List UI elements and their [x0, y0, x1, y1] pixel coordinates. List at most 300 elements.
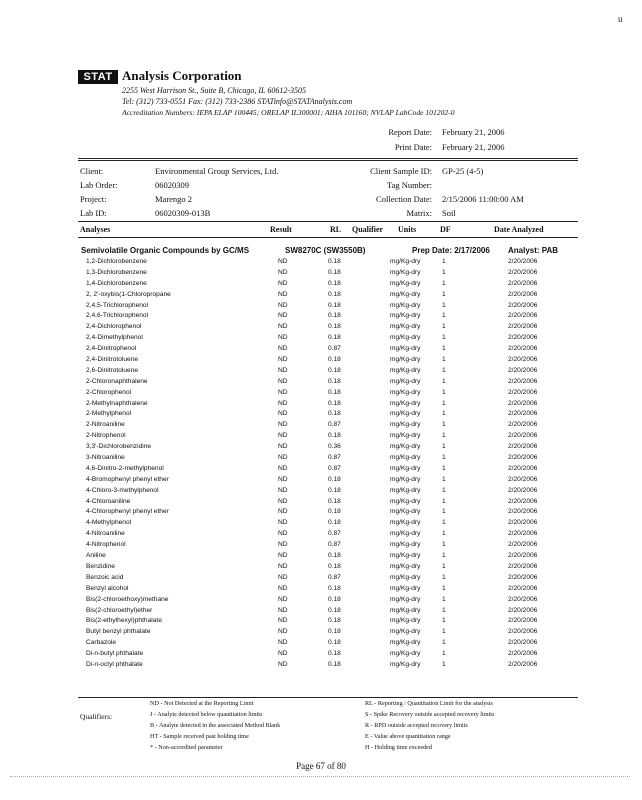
df-value: 1 — [442, 541, 446, 549]
result-value: ND — [278, 530, 288, 538]
units-value: mg/Kg-dry — [390, 617, 421, 625]
rl-value: 0.18 — [328, 268, 341, 276]
date-analyzed-value: 2/20/2006 — [508, 639, 538, 647]
result-value: ND — [278, 617, 288, 625]
units-value: mg/Kg-dry — [390, 464, 421, 472]
rl-value: 0.18 — [328, 617, 341, 625]
qualifier-right-4: H - Holding time exceeded — [365, 744, 433, 751]
col-header-analyses: Analyses — [80, 225, 111, 234]
units-value: mg/Kg-dry — [390, 443, 421, 451]
df-value: 1 — [442, 290, 446, 298]
lab-id-value: 06020309-013B — [155, 208, 211, 218]
date-analyzed-value: 2/20/2006 — [508, 606, 538, 614]
table-row — [0, 280, 642, 291]
table-row — [0, 465, 642, 476]
table-row — [0, 639, 642, 650]
date-analyzed-value: 2/20/2006 — [508, 366, 538, 374]
result-value: ND — [278, 475, 288, 483]
units-value: mg/Kg-dry — [390, 508, 421, 516]
df-value: 1 — [442, 366, 446, 374]
section-analyst: Analyst: PAB — [508, 246, 559, 255]
accreditation-line: Accreditation Numbers: IEPA ELAP 100445; ORELAP IL300001; AIHA 101160; NVLAP LabCode 101202-0 — [122, 108, 455, 117]
analyte-name: 2,4-Dichlorophenol — [86, 323, 142, 331]
result-value: ND — [278, 584, 288, 592]
rl-value: 0.18 — [328, 508, 341, 516]
analyte-name: 3-Nitroaniline — [86, 454, 125, 462]
print-date-label: Print Date: — [394, 142, 432, 152]
date-analyzed-value: 2/20/2006 — [508, 323, 538, 331]
df-value: 1 — [442, 628, 446, 636]
result-value: ND — [278, 366, 288, 374]
table-row — [0, 585, 642, 596]
result-value: ND — [278, 660, 288, 668]
tag-number-label: Tag Number: — [387, 180, 432, 190]
header-divider — [78, 158, 578, 161]
df-value: 1 — [442, 497, 446, 505]
rl-value: 0.18 — [328, 519, 341, 527]
analyte-name: 1,3-Dichlorobenzene — [86, 268, 147, 276]
rl-value: 0.18 — [328, 388, 341, 396]
rl-value: 0.18 — [328, 497, 341, 505]
lab-id-label: Lab ID: — [80, 208, 107, 218]
date-analyzed-value: 2/20/2006 — [508, 660, 538, 668]
rl-value: 0.18 — [328, 475, 341, 483]
date-analyzed-value: 2/20/2006 — [508, 388, 538, 396]
df-value: 1 — [442, 388, 446, 396]
result-value: ND — [278, 432, 288, 440]
df-value: 1 — [442, 519, 446, 527]
table-row — [0, 367, 642, 378]
rl-value: 0.18 — [328, 399, 341, 407]
date-analyzed-value: 2/20/2006 — [508, 573, 538, 581]
analyte-name: Bis(2-chloroethyl)ether — [86, 606, 153, 614]
qualifier-left-0: ND - Not Detected at the Reporting Limit — [150, 700, 254, 707]
result-value: ND — [278, 454, 288, 462]
units-value: mg/Kg-dry — [390, 552, 421, 560]
analyte-name: 2,4-Dimethylphenol — [86, 334, 143, 342]
df-value: 1 — [442, 323, 446, 331]
result-value: ND — [278, 573, 288, 581]
analyte-name: Bis(2-chloroethoxy)methane — [86, 595, 169, 603]
result-value: ND — [278, 562, 288, 570]
project-value: Marengo 2 — [155, 194, 193, 204]
results-table — [0, 258, 642, 672]
units-value: mg/Kg-dry — [390, 377, 421, 385]
analyte-name: 1,4-Dichlorobenzene — [86, 279, 147, 287]
table-row — [0, 596, 642, 607]
analyte-name: Carbazole — [86, 639, 117, 647]
df-value: 1 — [442, 464, 446, 472]
section-prep-date: Prep Date: 2/17/2006 — [412, 246, 490, 255]
qualifier-left-1: J - Analyte detected below quantitation limits — [150, 711, 263, 718]
col-header-units: Units — [398, 225, 417, 234]
table-row — [0, 410, 642, 421]
df-value: 1 — [442, 660, 446, 668]
table-row — [0, 650, 642, 661]
result-value: ND — [278, 519, 288, 527]
rl-value: 0.87 — [328, 454, 341, 462]
result-value: ND — [278, 377, 288, 385]
col-header-date-analyzed: Date Analyzed — [494, 225, 544, 234]
table-row — [0, 454, 642, 465]
table-row — [0, 389, 642, 400]
df-value: 1 — [442, 268, 446, 276]
date-analyzed-value: 2/20/2006 — [508, 279, 538, 287]
info-divider — [78, 221, 578, 222]
analyte-name: Benzyl alcohol — [86, 584, 129, 592]
rl-value: 0.18 — [328, 334, 341, 342]
analyte-name: Di-n-butyl phthalate — [86, 650, 144, 658]
units-value: mg/Kg-dry — [390, 410, 421, 418]
section-title: Semivolatile Organic Compounds by GC/MS — [81, 246, 250, 255]
qualifier-right-1: S - Spike Recovery outside accepted recovery limits — [365, 711, 495, 718]
units-value: mg/Kg-dry — [390, 279, 421, 287]
rl-value: 0.18 — [328, 356, 341, 364]
corner-mark: u — [618, 14, 623, 24]
rl-value: 0.87 — [328, 421, 341, 429]
result-value: ND — [278, 312, 288, 320]
result-value: ND — [278, 595, 288, 603]
table-row — [0, 378, 642, 389]
qualifiers-label: Qualifiers: — [80, 712, 113, 721]
units-value: mg/Kg-dry — [390, 541, 421, 549]
table-row — [0, 628, 642, 639]
date-analyzed-value: 2/20/2006 — [508, 530, 538, 538]
result-value: ND — [278, 421, 288, 429]
rl-value: 0.18 — [328, 486, 341, 494]
date-analyzed-value: 2/20/2006 — [508, 464, 538, 472]
units-value: mg/Kg-dry — [390, 650, 421, 658]
date-analyzed-value: 2/20/2006 — [508, 258, 538, 265]
collection-date-label: Collection Date: — [376, 194, 432, 204]
result-value: ND — [278, 628, 288, 636]
df-value: 1 — [442, 345, 446, 353]
result-value: ND — [278, 323, 288, 331]
table-row — [0, 356, 642, 367]
rl-value: 0.87 — [328, 530, 341, 538]
report-date: February 21, 2006 — [442, 127, 505, 137]
col-header-result: Result — [270, 225, 292, 234]
df-value: 1 — [442, 617, 446, 625]
table-row — [0, 312, 642, 323]
date-analyzed-value: 2/20/2006 — [508, 334, 538, 342]
result-value: ND — [278, 345, 288, 353]
df-value: 1 — [442, 279, 446, 287]
table-row — [0, 574, 642, 585]
col-header-rl: RL — [330, 225, 342, 234]
date-analyzed-value: 2/20/2006 — [508, 443, 538, 451]
date-analyzed-value: 2/20/2006 — [508, 345, 538, 353]
table-row — [0, 269, 642, 280]
analyte-name: 2-Nitrophenol — [86, 432, 126, 440]
units-value: mg/Kg-dry — [390, 519, 421, 527]
df-value: 1 — [442, 454, 446, 462]
rl-value: 0.18 — [328, 595, 341, 603]
result-value: ND — [278, 279, 288, 287]
table-row — [0, 302, 642, 313]
rl-value: 0.87 — [328, 345, 341, 353]
rl-value: 0.18 — [328, 584, 341, 592]
date-analyzed-value: 2/20/2006 — [508, 421, 538, 429]
units-value: mg/Kg-dry — [390, 268, 421, 276]
df-value: 1 — [442, 432, 446, 440]
analyte-name: 2, 2'-oxybis(1-Chloropropane — [86, 290, 171, 298]
table-row — [0, 400, 642, 411]
result-value: ND — [278, 497, 288, 505]
rl-value: 0.18 — [328, 366, 341, 374]
analyte-name: Di-n-octyl phthalate — [86, 660, 143, 668]
result-value: ND — [278, 334, 288, 342]
rl-value: 0.18 — [328, 410, 341, 418]
table-row — [0, 432, 642, 443]
date-analyzed-value: 2/20/2006 — [508, 519, 538, 527]
rl-value: 0.18 — [328, 660, 341, 668]
units-value: mg/Kg-dry — [390, 584, 421, 592]
scan-edge-dots — [10, 776, 630, 777]
company-contact: Tel: (312) 733-0551 Fax: (312) 733-2386 STATinfo@STATAnalysis.com — [122, 97, 353, 106]
units-value: mg/Kg-dry — [390, 388, 421, 396]
rl-value: 0.87 — [328, 464, 341, 472]
analyte-name: 4-Nitrophenol — [86, 541, 126, 549]
table-row — [0, 334, 642, 345]
page-number: Page 67 of 80 — [296, 761, 346, 771]
report-date-label: Report Date: — [388, 127, 432, 137]
date-analyzed-value: 2/20/2006 — [508, 399, 538, 407]
units-value: mg/Kg-dry — [390, 301, 421, 309]
units-value: mg/Kg-dry — [390, 399, 421, 407]
date-analyzed-value: 2/20/2006 — [508, 356, 538, 364]
table-row — [0, 563, 642, 574]
units-value: mg/Kg-dry — [390, 486, 421, 494]
date-analyzed-value: 2/20/2006 — [508, 595, 538, 603]
analyte-name: Butyl benzyl phthalate — [86, 628, 151, 636]
rl-value: 0.18 — [328, 639, 341, 647]
units-value: mg/Kg-dry — [390, 475, 421, 483]
result-value: ND — [278, 639, 288, 647]
units-value: mg/Kg-dry — [390, 628, 421, 636]
analyte-name: 2-Nitroaniline — [86, 421, 125, 429]
rl-value: 0.18 — [328, 377, 341, 385]
date-analyzed-value: 2/20/2006 — [508, 290, 538, 298]
rl-value: 0.18 — [328, 562, 341, 570]
df-value: 1 — [442, 443, 446, 451]
table-row — [0, 552, 642, 563]
table-header-divider — [78, 237, 578, 238]
df-value: 1 — [442, 508, 446, 516]
table-row — [0, 345, 642, 356]
analyte-name: 2,4,5-Trichlorophenol — [86, 301, 149, 309]
table-row — [0, 519, 642, 530]
result-value: ND — [278, 650, 288, 658]
df-value: 1 — [442, 552, 446, 560]
qualifier-right-2: R - RPD outside accepted recovery limits — [365, 722, 468, 729]
result-value: ND — [278, 606, 288, 614]
result-value: ND — [278, 552, 288, 560]
analyte-name: 2,4-Dinitrophenol — [86, 345, 137, 353]
analyte-name: 2,4-Dinitrotoluene — [86, 356, 139, 364]
print-date: February 21, 2006 — [442, 142, 505, 152]
df-value: 1 — [442, 410, 446, 418]
table-row — [0, 291, 642, 302]
rl-value: 0.87 — [328, 541, 341, 549]
company-address: 2255 West Harrison St., Suite B, Chicago, IL 60612-3505 — [122, 86, 307, 95]
analyte-name: 4-Chloro-3-methylphenol — [86, 486, 159, 494]
date-analyzed-value: 2/20/2006 — [508, 486, 538, 494]
qualifier-right-3: E - Value above quantitation range — [365, 733, 451, 740]
analyte-name: 4,6-Dinitro-2-methylphenol — [86, 464, 164, 472]
rl-value: 0.18 — [328, 650, 341, 658]
df-value: 1 — [442, 334, 446, 342]
date-analyzed-value: 2/20/2006 — [508, 562, 538, 570]
col-header-qualifier: Qualifier — [352, 225, 384, 234]
table-row — [0, 541, 642, 552]
df-value: 1 — [442, 573, 446, 581]
company-logo: STAT — [78, 70, 118, 84]
analyte-name: 2-Methylphenol — [86, 410, 132, 418]
table-row — [0, 530, 642, 541]
result-value: ND — [278, 356, 288, 364]
units-value: mg/Kg-dry — [390, 432, 421, 440]
analyte-name: 2-Chloronaphthalene — [86, 377, 148, 385]
date-analyzed-value: 2/20/2006 — [508, 541, 538, 549]
result-value: ND — [278, 443, 288, 451]
units-value: mg/Kg-dry — [390, 356, 421, 364]
analyte-name: 1,2-Dichlorobenzene — [86, 258, 147, 265]
date-analyzed-value: 2/20/2006 — [508, 410, 538, 418]
analyte-name: 2-Chlorophenol — [86, 388, 132, 396]
df-value: 1 — [442, 475, 446, 483]
units-value: mg/Kg-dry — [390, 421, 421, 429]
df-value: 1 — [442, 312, 446, 320]
date-analyzed-value: 2/20/2006 — [508, 617, 538, 625]
df-value: 1 — [442, 258, 446, 265]
result-value: ND — [278, 268, 288, 276]
date-analyzed-value: 2/20/2006 — [508, 454, 538, 462]
qualifier-left-4: * - Non-accredited parameter — [150, 744, 223, 751]
rl-value: 0.18 — [328, 606, 341, 614]
units-value: mg/Kg-dry — [390, 366, 421, 374]
analyte-name: 4-Chlorophenyl phenyl ether — [86, 508, 169, 516]
result-value: ND — [278, 508, 288, 516]
analyte-name: 4-Chloroaniline — [86, 497, 131, 505]
result-value: ND — [278, 258, 288, 265]
qualifier-right-0: RL - Reporting / Quantitation Limit for the analysis — [365, 700, 493, 707]
rl-value: 0.36 — [328, 443, 341, 451]
df-value: 1 — [442, 399, 446, 407]
df-value: 1 — [442, 606, 446, 614]
rl-value: 0.18 — [328, 628, 341, 636]
rl-value: 0.18 — [328, 290, 341, 298]
result-value: ND — [278, 301, 288, 309]
qualifier-left-3: HT - Sample received past holding time — [150, 733, 249, 740]
rl-value: 0.18 — [328, 279, 341, 287]
table-row — [0, 661, 642, 672]
units-value: mg/Kg-dry — [390, 323, 421, 331]
matrix-label: Matrix: — [406, 208, 432, 218]
table-row — [0, 323, 642, 334]
units-value: mg/Kg-dry — [390, 312, 421, 320]
analyte-name: 4-Bromophenyl phenyl ether — [86, 475, 169, 483]
qualifier-left-2: B - Analyte detected in the associated Method Blank — [150, 722, 281, 729]
result-value: ND — [278, 290, 288, 298]
df-value: 1 — [442, 421, 446, 429]
rl-value: 0.18 — [328, 258, 341, 265]
analyte-name: 2,4,6-Trichlorophenol — [86, 312, 149, 320]
result-value: ND — [278, 388, 288, 396]
units-value: mg/Kg-dry — [390, 595, 421, 603]
client-sample-id-value: GP-25 (4-5) — [442, 166, 484, 176]
units-value: mg/Kg-dry — [390, 258, 421, 265]
date-analyzed-value: 2/20/2006 — [508, 552, 538, 560]
df-value: 1 — [442, 595, 446, 603]
date-analyzed-value: 2/20/2006 — [508, 432, 538, 440]
units-value: mg/Kg-dry — [390, 606, 421, 614]
analyte-name: 3,3'-Dichlorobenzidine — [86, 443, 152, 451]
date-analyzed-value: 2/20/2006 — [508, 301, 538, 309]
units-value: mg/Kg-dry — [390, 454, 421, 462]
date-analyzed-value: 2/20/2006 — [508, 584, 538, 592]
result-value: ND — [278, 464, 288, 472]
units-value: mg/Kg-dry — [390, 334, 421, 342]
table-row — [0, 476, 642, 487]
date-analyzed-value: 2/20/2006 — [508, 628, 538, 636]
client-label: Client: — [80, 166, 104, 176]
analyte-name: Bis(2-ethylhexyl)phthalate — [86, 617, 162, 625]
project-label: Project: — [80, 194, 107, 204]
lab-order-value: 06020309 — [155, 180, 189, 190]
rl-value: 0.18 — [328, 301, 341, 309]
date-analyzed-value: 2/20/2006 — [508, 508, 538, 516]
company-name: Analysis Corporation — [122, 68, 242, 83]
lab-order-label: Lab Order: — [80, 180, 118, 190]
df-value: 1 — [442, 650, 446, 658]
date-analyzed-value: 2/20/2006 — [508, 475, 538, 483]
col-header-df: DF — [440, 225, 451, 234]
table-row — [0, 443, 642, 454]
section-method: SW8270C (SW3550B) — [285, 246, 366, 255]
collection-date-value: 2/15/2006 11:00:00 AM — [442, 194, 524, 204]
analyte-name: Benzoic acid — [86, 573, 124, 581]
table-row — [0, 508, 642, 519]
date-analyzed-value: 2/20/2006 — [508, 497, 538, 505]
table-row — [0, 421, 642, 432]
df-value: 1 — [442, 301, 446, 309]
units-value: mg/Kg-dry — [390, 497, 421, 505]
rl-value: 0.18 — [328, 552, 341, 560]
units-value: mg/Kg-dry — [390, 660, 421, 668]
result-value: ND — [278, 410, 288, 418]
table-row — [0, 258, 642, 269]
rl-value: 0.18 — [328, 312, 341, 320]
table-row — [0, 617, 642, 628]
units-value: mg/Kg-dry — [390, 573, 421, 581]
analyte-name: 2-Methylnaphthalene — [86, 399, 148, 407]
date-analyzed-value: 2/20/2006 — [508, 268, 538, 276]
date-analyzed-value: 2/20/2006 — [508, 377, 538, 385]
result-value: ND — [278, 399, 288, 407]
df-value: 1 — [442, 356, 446, 364]
analyte-name: Aniline — [86, 552, 106, 560]
rl-value: 0.18 — [328, 432, 341, 440]
result-value: ND — [278, 541, 288, 549]
units-value: mg/Kg-dry — [390, 290, 421, 298]
analyte-name: 4-Nitroaniline — [86, 530, 125, 538]
df-value: 1 — [442, 562, 446, 570]
units-value: mg/Kg-dry — [390, 345, 421, 353]
units-value: mg/Kg-dry — [390, 639, 421, 647]
rl-value: 0.18 — [328, 323, 341, 331]
qualifier-divider — [78, 697, 578, 698]
